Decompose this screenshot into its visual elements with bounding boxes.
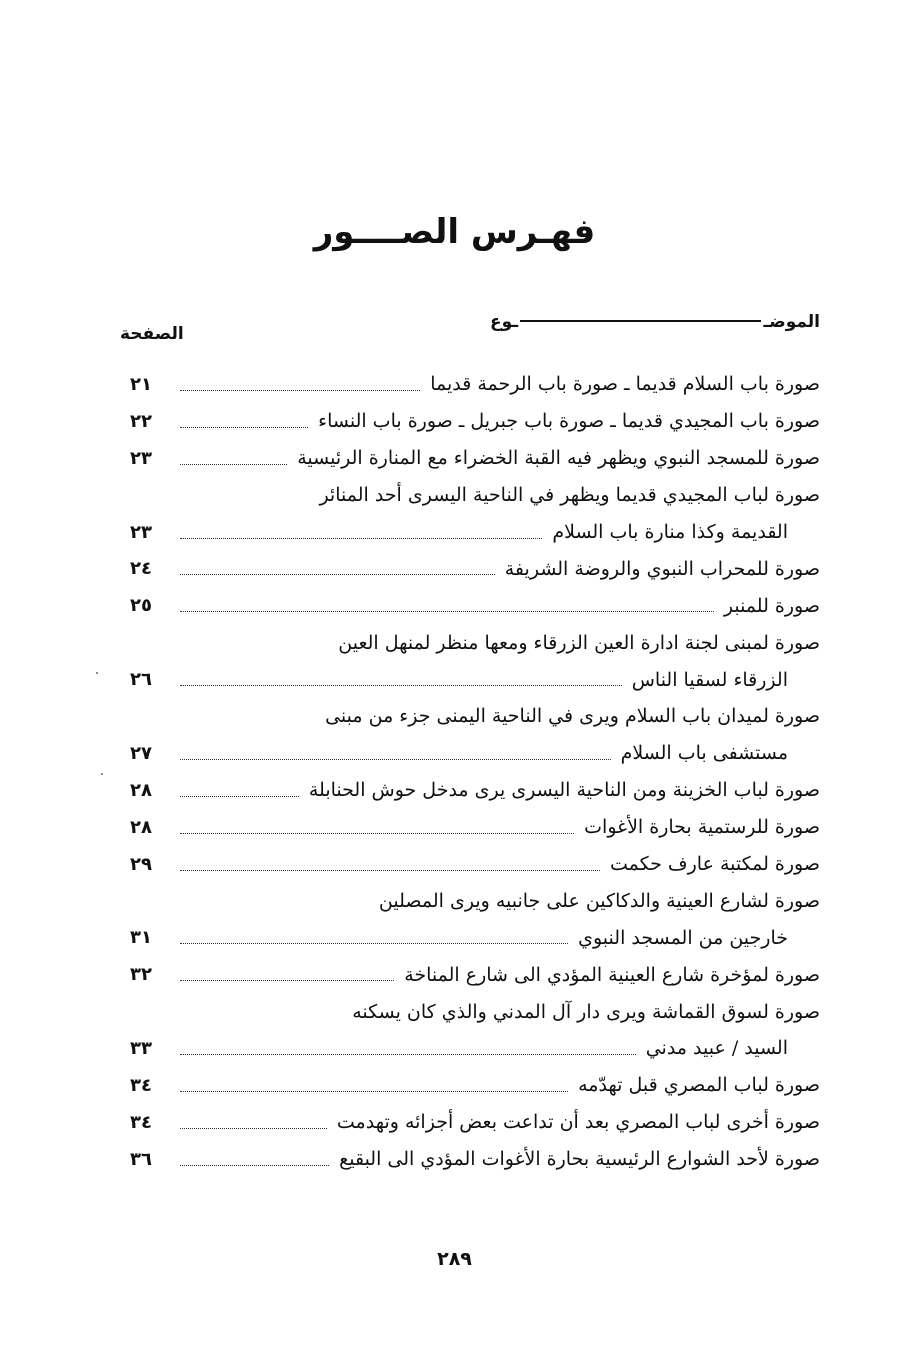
dot-leader [180, 796, 299, 797]
topic-header-kashida [520, 320, 761, 322]
list-item [130, 514, 820, 551]
dot-leader [180, 943, 568, 944]
topic-header-start: الموضـ [763, 312, 820, 332]
list-item [130, 1104, 820, 1141]
entry-text: صورة لباب المصري قبل تهدّمه [578, 1074, 820, 1097]
entry-text: صورة لمكتبة عارف حكمت [610, 853, 820, 876]
dot-leader [180, 1165, 329, 1166]
entry-page-number: ٣٦ [130, 1148, 152, 1170]
list-item [130, 403, 820, 440]
list-item [130, 809, 820, 846]
table-header [120, 312, 820, 344]
scan-speck [96, 672, 98, 674]
list-item [130, 956, 820, 993]
list-item [130, 846, 820, 883]
list-item [130, 698, 820, 735]
dot-leader [180, 427, 308, 428]
entry-text: صورة لسوق القماشة ويرى دار آل المدني والذي كان يسكنه [352, 1000, 820, 1023]
entry-text: صورة باب السلام قديما ـ صورة باب الرحمة قديما [430, 373, 820, 396]
dot-leader [180, 574, 495, 575]
entry-page-number: ٢١ [130, 373, 152, 395]
entry-text: صورة لمؤخرة شارع العينية المؤدي الى شارع المناخة [404, 963, 820, 986]
entry-page-number: ٢٢ [130, 410, 152, 432]
page-title: فهـرس الصــــور [313, 212, 596, 252]
scan-speck [101, 773, 103, 775]
entry-text: القديمة وكذا منارة باب السلام [552, 521, 788, 543]
entry-text: صورة للرستمية بحارة الأغوات [584, 816, 820, 839]
entry-text: صورة لشارع العينية والدكاكين على جانبيه ويرى المصلين [378, 889, 820, 912]
entry-text: صورة للمحراب النبوي والروضة الشريفة [504, 557, 820, 580]
dot-leader [180, 1054, 636, 1055]
entry-text: صورة للمسجد النبوي ويظهر فيه القبة الخضراء مع المنارة الرئيسية [297, 447, 820, 470]
entry-text: الزرقاء لسقيا الناس [631, 668, 788, 691]
entry-page-number: ٣٤ [130, 1074, 152, 1096]
entry-page-number: ٢٥ [130, 595, 152, 617]
list-item [130, 624, 820, 661]
list-item [130, 1141, 820, 1178]
entry-text: مستشفى باب السلام [620, 742, 788, 765]
topic-header-end: ـوع [490, 312, 519, 332]
entry-text: صورة لباب المجيدي قديما ويظهر في الناحية اليسرى أحد المنائر [319, 484, 820, 507]
entry-page-number: ٢٦ [130, 669, 152, 691]
dot-leader [180, 464, 287, 465]
dot-leader [180, 980, 394, 981]
topic-column-header [490, 312, 820, 332]
entry-text: صورة لباب الخزينة ومن الناحية اليسرى يرى مدخل حوش الحنابلة [308, 779, 820, 802]
entry-text: صورة أخرى لباب المصري بعد أن تداعت بعض أجزائه وتهدمت [336, 1111, 820, 1134]
dot-leader [180, 538, 542, 539]
dot-leader [180, 390, 420, 391]
list-item [130, 1067, 820, 1104]
list-item [130, 882, 820, 919]
dot-leader [180, 1128, 327, 1129]
entry-page-number: ٣٣ [130, 1037, 152, 1059]
list-item [130, 366, 820, 403]
dot-leader [180, 1091, 568, 1092]
list-item [130, 661, 820, 698]
list-item [130, 477, 820, 514]
page-column-header: الصفحة [120, 324, 184, 344]
list-item [130, 550, 820, 587]
page-number: ٢٨٩ [437, 1248, 472, 1270]
entry-page-number: ٢٤ [130, 558, 152, 580]
entry-page-number: ٣١ [130, 927, 152, 949]
dot-leader [180, 611, 714, 612]
entry-text: صورة باب المجيدي قديما ـ صورة باب جبريل ـ صورة باب النساء [318, 410, 820, 433]
entry-page-number: ٢٨ [130, 779, 152, 801]
entry-page-number: ٢٣ [130, 521, 152, 543]
dot-leader [180, 870, 600, 871]
entry-page-number: ٢٧ [130, 742, 152, 764]
contents-list [130, 366, 820, 1178]
list-item [130, 587, 820, 624]
entry-page-number: ٣٢ [130, 964, 152, 986]
entry-text: خارجين من المسجد النبوي [578, 926, 788, 949]
dot-leader [180, 833, 574, 834]
entry-text: صورة لميدان باب السلام ويرى في الناحية اليمنى جزء من مبنى [325, 705, 820, 728]
entry-page-number: ٢٩ [130, 853, 152, 875]
entry-text: صورة للمنبر [723, 594, 820, 617]
dot-leader [180, 685, 622, 686]
entry-text: صورة لأحد الشوارع الرئيسية بحارة الأغوات المؤدي الى البقيع [339, 1148, 820, 1171]
list-item [130, 919, 820, 956]
list-item [130, 993, 820, 1030]
entry-text: صورة لمبنى لجنة ادارة العين الزرقاء ومعها منظر لمنهل العين [338, 631, 820, 654]
entry-page-number: ٢٣ [130, 447, 152, 469]
list-item [130, 1030, 820, 1067]
entry-page-number: ٢٨ [130, 816, 152, 838]
list-item [130, 440, 820, 477]
list-item [130, 735, 820, 772]
dot-leader [180, 759, 611, 760]
list-item [130, 772, 820, 809]
entry-text: السيد / عبيد مدني [645, 1037, 788, 1060]
entry-page-number: ٣٤ [130, 1111, 152, 1133]
